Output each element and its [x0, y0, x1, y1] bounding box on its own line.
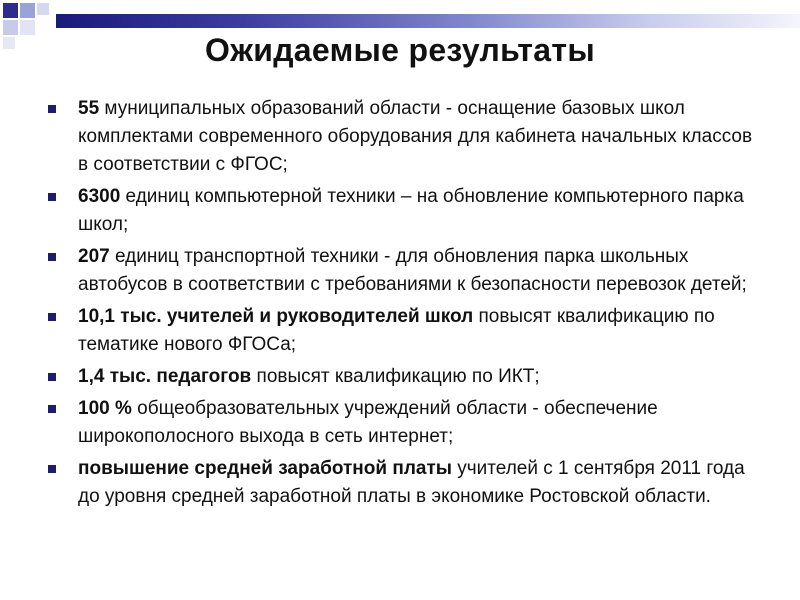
square-bullet-icon — [48, 405, 56, 413]
list-item — [46, 303, 766, 359]
decorative-square — [3, 3, 18, 18]
square-bullet-icon — [48, 313, 56, 321]
square-bullet-icon — [48, 465, 56, 473]
list-item — [46, 95, 766, 179]
results-list — [46, 95, 766, 515]
square-bullet-icon — [48, 105, 56, 113]
item-highlight: 10,1 тыс. учителей и руководителей школ — [78, 306, 474, 327]
header-gradient-bar — [56, 14, 800, 28]
list-item — [46, 183, 766, 239]
item-highlight: повышение средней заработной платы — [78, 458, 452, 479]
item-text: учителей с 1 сентября 2011 года до уровня средней заработной платы в экономике Ростовской области. — [78, 458, 745, 507]
item-text: общеобразовательных учреждений области - обеспечение широкополосного выхода в сеть интернет; — [78, 398, 658, 447]
square-bullet-icon — [48, 193, 56, 201]
list-item — [46, 395, 766, 451]
decorative-square — [20, 3, 35, 18]
decorative-square — [37, 3, 49, 15]
item-text: повысят квалификацию по тематике нового ФГОСа; — [78, 306, 715, 355]
item-text: муниципальных образований области - оснащение базовых школ комплектами современного оборудования для кабинета начальных классов в соответствии с ФГОС; — [78, 98, 753, 175]
square-bullet-icon — [48, 373, 56, 381]
item-text: единиц компьютерной техники – на обновление компьютерного парка школ; — [78, 186, 744, 235]
item-text: повысят квалификацию по ИКТ; — [251, 366, 540, 387]
item-highlight: 6300 — [78, 186, 121, 207]
item-highlight: 55 — [78, 98, 100, 119]
list-item — [46, 243, 766, 299]
list-item — [46, 363, 766, 391]
square-bullet-icon — [48, 253, 56, 261]
item-highlight: 100 % — [78, 398, 132, 419]
item-text: единиц транспортной техники - для обновления парка школьных автобусов в соответствии с требованиями к безопасности перевозок детей; — [78, 246, 747, 295]
item-highlight: 1,4 тыс. педагогов — [78, 366, 252, 387]
list-item — [46, 455, 766, 511]
item-highlight: 207 — [78, 246, 110, 267]
slide-title: Ожидаемые результаты — [205, 32, 595, 68]
